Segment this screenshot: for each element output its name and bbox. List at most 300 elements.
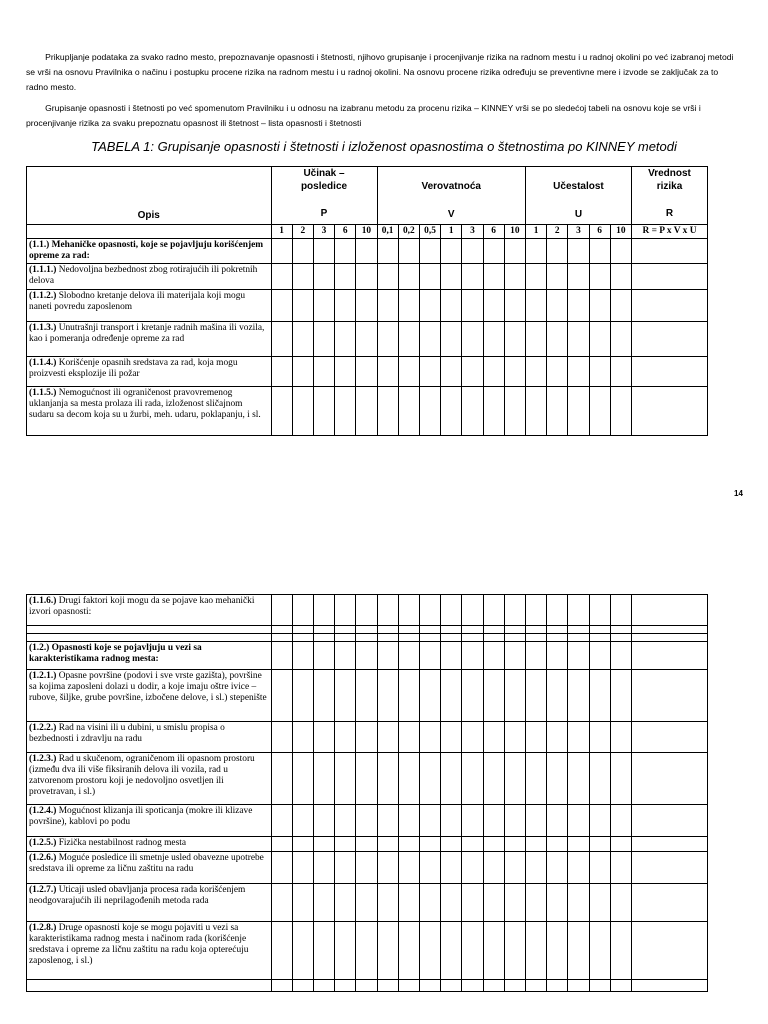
score-cell[interactable] — [547, 357, 568, 387]
score-cell[interactable] — [377, 753, 398, 805]
score-cell[interactable] — [335, 239, 356, 264]
score-cell[interactable] — [568, 634, 589, 642]
score-cell[interactable] — [377, 290, 398, 322]
score-cell[interactable] — [589, 805, 610, 837]
score-cell[interactable] — [462, 642, 483, 670]
score-cell[interactable] — [377, 239, 398, 264]
score-cell[interactable] — [631, 805, 707, 837]
score-cell[interactable] — [483, 626, 504, 634]
score-cell[interactable] — [377, 634, 398, 642]
score-cell[interactable] — [504, 670, 525, 722]
score-cell[interactable] — [271, 852, 292, 884]
score-cell[interactable] — [356, 239, 377, 264]
score-cell[interactable] — [483, 837, 504, 852]
score-cell[interactable] — [271, 322, 292, 357]
score-cell[interactable] — [547, 290, 568, 322]
score-cell[interactable] — [335, 642, 356, 670]
score-cell[interactable] — [335, 634, 356, 642]
score-cell[interactable] — [483, 642, 504, 670]
score-cell[interactable] — [631, 852, 707, 884]
score-cell[interactable] — [525, 387, 546, 436]
score-cell[interactable] — [419, 387, 440, 436]
score-cell[interactable] — [313, 264, 334, 290]
score-cell[interactable] — [419, 722, 440, 753]
score-cell[interactable] — [292, 595, 313, 626]
score-cell[interactable] — [462, 922, 483, 980]
score-cell[interactable] — [419, 670, 440, 722]
score-cell[interactable] — [525, 634, 546, 642]
score-cell[interactable] — [525, 753, 546, 805]
score-cell[interactable] — [313, 239, 334, 264]
score-cell[interactable] — [525, 239, 546, 264]
score-cell[interactable] — [631, 634, 707, 642]
score-cell[interactable] — [441, 753, 462, 805]
score-cell[interactable] — [547, 634, 568, 642]
score-cell[interactable] — [292, 239, 313, 264]
score-cell[interactable] — [271, 642, 292, 670]
score-cell[interactable] — [589, 753, 610, 805]
score-cell[interactable] — [335, 290, 356, 322]
score-cell[interactable] — [525, 642, 546, 670]
score-cell[interactable] — [462, 805, 483, 837]
score-cell[interactable] — [292, 642, 313, 670]
score-cell[interactable] — [631, 837, 707, 852]
score-cell[interactable] — [631, 980, 707, 992]
score-cell[interactable] — [525, 595, 546, 626]
score-cell[interactable] — [589, 642, 610, 670]
score-cell[interactable] — [377, 670, 398, 722]
score-cell[interactable] — [377, 264, 398, 290]
score-cell[interactable] — [377, 642, 398, 670]
score-cell[interactable] — [335, 852, 356, 884]
score-cell[interactable] — [547, 753, 568, 805]
score-cell[interactable] — [335, 837, 356, 852]
score-cell[interactable] — [377, 922, 398, 980]
score-cell[interactable] — [356, 884, 377, 922]
score-cell[interactable] — [398, 753, 419, 805]
score-cell[interactable] — [589, 239, 610, 264]
score-cell[interactable] — [313, 753, 334, 805]
score-cell[interactable] — [631, 753, 707, 805]
score-cell[interactable] — [504, 805, 525, 837]
score-cell[interactable] — [568, 264, 589, 290]
score-cell[interactable] — [292, 264, 313, 290]
score-cell[interactable] — [504, 634, 525, 642]
score-cell[interactable] — [313, 357, 334, 387]
score-cell[interactable] — [441, 852, 462, 884]
score-cell[interactable] — [292, 852, 313, 884]
score-cell[interactable] — [419, 753, 440, 805]
score-cell[interactable] — [398, 387, 419, 436]
score-cell[interactable] — [462, 357, 483, 387]
score-cell[interactable] — [356, 922, 377, 980]
score-cell[interactable] — [441, 357, 462, 387]
score-cell[interactable] — [292, 387, 313, 436]
score-cell[interactable] — [419, 239, 440, 264]
score-cell[interactable] — [525, 264, 546, 290]
score-cell[interactable] — [313, 722, 334, 753]
score-cell[interactable] — [568, 642, 589, 670]
score-cell[interactable] — [631, 642, 707, 670]
score-cell[interactable] — [441, 642, 462, 670]
score-cell[interactable] — [271, 722, 292, 753]
score-cell[interactable] — [568, 322, 589, 357]
score-cell[interactable] — [441, 670, 462, 722]
score-cell[interactable] — [356, 722, 377, 753]
score-cell[interactable] — [462, 264, 483, 290]
score-cell[interactable] — [377, 805, 398, 837]
score-cell[interactable] — [504, 922, 525, 980]
score-cell[interactable] — [610, 670, 631, 722]
score-cell[interactable] — [568, 805, 589, 837]
score-cell[interactable] — [525, 852, 546, 884]
score-cell[interactable] — [525, 805, 546, 837]
score-cell[interactable] — [547, 264, 568, 290]
score-cell[interactable] — [313, 387, 334, 436]
score-cell[interactable] — [419, 980, 440, 992]
score-cell[interactable] — [610, 290, 631, 322]
score-cell[interactable] — [462, 290, 483, 322]
score-cell[interactable] — [419, 634, 440, 642]
score-cell[interactable] — [568, 722, 589, 753]
score-cell[interactable] — [483, 239, 504, 264]
score-cell[interactable] — [441, 290, 462, 322]
score-cell[interactable] — [504, 980, 525, 992]
score-cell[interactable] — [271, 239, 292, 264]
score-cell[interactable] — [441, 837, 462, 852]
score-cell[interactable] — [547, 626, 568, 634]
score-cell[interactable] — [271, 670, 292, 722]
score-cell[interactable] — [568, 852, 589, 884]
score-cell[interactable] — [631, 387, 707, 436]
score-cell[interactable] — [292, 626, 313, 634]
score-cell[interactable] — [610, 922, 631, 980]
score-cell[interactable] — [356, 264, 377, 290]
score-cell[interactable] — [568, 980, 589, 992]
score-cell[interactable] — [547, 239, 568, 264]
score-cell[interactable] — [547, 805, 568, 837]
score-cell[interactable] — [313, 980, 334, 992]
score-cell[interactable] — [504, 322, 525, 357]
score-cell[interactable] — [335, 322, 356, 357]
score-cell[interactable] — [568, 670, 589, 722]
score-cell[interactable] — [356, 322, 377, 357]
score-cell[interactable] — [483, 980, 504, 992]
score-cell[interactable] — [356, 357, 377, 387]
score-cell[interactable] — [441, 387, 462, 436]
score-cell[interactable] — [547, 980, 568, 992]
score-cell[interactable] — [610, 264, 631, 290]
score-cell[interactable] — [483, 922, 504, 980]
score-cell[interactable] — [356, 837, 377, 852]
score-cell[interactable] — [356, 642, 377, 670]
score-cell[interactable] — [398, 805, 419, 837]
score-cell[interactable] — [547, 670, 568, 722]
score-cell[interactable] — [419, 357, 440, 387]
score-cell[interactable] — [335, 387, 356, 436]
score-cell[interactable] — [398, 595, 419, 626]
score-cell[interactable] — [313, 595, 334, 626]
score-cell[interactable] — [398, 357, 419, 387]
score-cell[interactable] — [610, 357, 631, 387]
score-cell[interactable] — [568, 290, 589, 322]
score-cell[interactable] — [610, 722, 631, 753]
score-cell[interactable] — [610, 595, 631, 626]
score-cell[interactable] — [441, 626, 462, 634]
score-cell[interactable] — [525, 290, 546, 322]
score-cell[interactable] — [271, 626, 292, 634]
score-cell[interactable] — [462, 753, 483, 805]
score-cell[interactable] — [335, 357, 356, 387]
score-cell[interactable] — [335, 753, 356, 805]
score-cell[interactable] — [271, 753, 292, 805]
score-cell[interactable] — [631, 922, 707, 980]
score-cell[interactable] — [377, 626, 398, 634]
score-cell[interactable] — [568, 837, 589, 852]
score-cell[interactable] — [419, 642, 440, 670]
score-cell[interactable] — [271, 980, 292, 992]
score-cell[interactable] — [462, 387, 483, 436]
score-cell[interactable] — [441, 264, 462, 290]
score-cell[interactable] — [589, 922, 610, 980]
score-cell[interactable] — [504, 753, 525, 805]
score-cell[interactable] — [610, 884, 631, 922]
score-cell[interactable] — [589, 670, 610, 722]
score-cell[interactable] — [568, 753, 589, 805]
score-cell[interactable] — [610, 387, 631, 436]
score-cell[interactable] — [292, 922, 313, 980]
score-cell[interactable] — [462, 670, 483, 722]
score-cell[interactable] — [419, 290, 440, 322]
score-cell[interactable] — [356, 290, 377, 322]
score-cell[interactable] — [525, 884, 546, 922]
score-cell[interactable] — [631, 670, 707, 722]
score-cell[interactable] — [271, 357, 292, 387]
score-cell[interactable] — [547, 722, 568, 753]
score-cell[interactable] — [335, 626, 356, 634]
score-cell[interactable] — [398, 626, 419, 634]
score-cell[interactable] — [610, 852, 631, 884]
score-cell[interactable] — [335, 980, 356, 992]
score-cell[interactable] — [313, 837, 334, 852]
score-cell[interactable] — [525, 670, 546, 722]
score-cell[interactable] — [504, 722, 525, 753]
score-cell[interactable] — [398, 322, 419, 357]
score-cell[interactable] — [462, 595, 483, 626]
score-cell[interactable] — [631, 322, 707, 357]
score-cell[interactable] — [504, 357, 525, 387]
score-cell[interactable] — [631, 239, 707, 264]
score-cell[interactable] — [631, 626, 707, 634]
score-cell[interactable] — [568, 922, 589, 980]
score-cell[interactable] — [589, 387, 610, 436]
score-cell[interactable] — [271, 264, 292, 290]
score-cell[interactable] — [441, 805, 462, 837]
score-cell[interactable] — [377, 837, 398, 852]
score-cell[interactable] — [568, 357, 589, 387]
score-cell[interactable] — [504, 884, 525, 922]
score-cell[interactable] — [313, 852, 334, 884]
score-cell[interactable] — [483, 595, 504, 626]
score-cell[interactable] — [547, 837, 568, 852]
score-cell[interactable] — [631, 884, 707, 922]
score-cell[interactable] — [589, 722, 610, 753]
score-cell[interactable] — [568, 387, 589, 436]
score-cell[interactable] — [292, 722, 313, 753]
score-cell[interactable] — [335, 595, 356, 626]
score-cell[interactable] — [377, 322, 398, 357]
score-cell[interactable] — [313, 322, 334, 357]
score-cell[interactable] — [610, 634, 631, 642]
score-cell[interactable] — [377, 722, 398, 753]
score-cell[interactable] — [631, 357, 707, 387]
score-cell[interactable] — [292, 837, 313, 852]
score-cell[interactable] — [356, 753, 377, 805]
score-cell[interactable] — [271, 290, 292, 322]
score-cell[interactable] — [462, 239, 483, 264]
score-cell[interactable] — [525, 626, 546, 634]
score-cell[interactable] — [547, 922, 568, 980]
score-cell[interactable] — [589, 290, 610, 322]
score-cell[interactable] — [610, 837, 631, 852]
score-cell[interactable] — [547, 387, 568, 436]
score-cell[interactable] — [419, 805, 440, 837]
score-cell[interactable] — [292, 290, 313, 322]
score-cell[interactable] — [483, 357, 504, 387]
score-cell[interactable] — [292, 805, 313, 837]
score-cell[interactable] — [398, 884, 419, 922]
score-cell[interactable] — [356, 387, 377, 436]
score-cell[interactable] — [504, 239, 525, 264]
score-cell[interactable] — [504, 387, 525, 436]
score-cell[interactable] — [356, 805, 377, 837]
score-cell[interactable] — [419, 922, 440, 980]
score-cell[interactable] — [271, 595, 292, 626]
score-cell[interactable] — [631, 722, 707, 753]
score-cell[interactable] — [419, 837, 440, 852]
score-cell[interactable] — [292, 753, 313, 805]
score-cell[interactable] — [589, 626, 610, 634]
score-cell[interactable] — [610, 239, 631, 264]
score-cell[interactable] — [547, 642, 568, 670]
score-cell[interactable] — [568, 239, 589, 264]
score-cell[interactable] — [335, 722, 356, 753]
score-cell[interactable] — [504, 852, 525, 884]
score-cell[interactable] — [525, 322, 546, 357]
score-cell[interactable] — [441, 239, 462, 264]
score-cell[interactable] — [462, 980, 483, 992]
score-cell[interactable] — [292, 357, 313, 387]
score-cell[interactable] — [483, 852, 504, 884]
score-cell[interactable] — [483, 722, 504, 753]
score-cell[interactable] — [335, 884, 356, 922]
score-cell[interactable] — [483, 634, 504, 642]
score-cell[interactable] — [525, 722, 546, 753]
score-cell[interactable] — [292, 980, 313, 992]
score-cell[interactable] — [441, 980, 462, 992]
score-cell[interactable] — [271, 387, 292, 436]
score-cell[interactable] — [547, 322, 568, 357]
score-cell[interactable] — [419, 626, 440, 634]
score-cell[interactable] — [610, 642, 631, 670]
score-cell[interactable] — [462, 837, 483, 852]
score-cell[interactable] — [419, 852, 440, 884]
score-cell[interactable] — [313, 884, 334, 922]
score-cell[interactable] — [398, 642, 419, 670]
score-cell[interactable] — [589, 264, 610, 290]
score-cell[interactable] — [568, 884, 589, 922]
score-cell[interactable] — [292, 670, 313, 722]
score-cell[interactable] — [356, 626, 377, 634]
score-cell[interactable] — [398, 290, 419, 322]
score-cell[interactable] — [335, 670, 356, 722]
score-cell[interactable] — [525, 837, 546, 852]
score-cell[interactable] — [313, 290, 334, 322]
score-cell[interactable] — [356, 670, 377, 722]
score-cell[interactable] — [631, 595, 707, 626]
score-cell[interactable] — [462, 322, 483, 357]
score-cell[interactable] — [631, 290, 707, 322]
score-cell[interactable] — [419, 595, 440, 626]
score-cell[interactable] — [483, 805, 504, 837]
score-cell[interactable] — [377, 387, 398, 436]
score-cell[interactable] — [589, 852, 610, 884]
score-cell[interactable] — [525, 980, 546, 992]
score-cell[interactable] — [398, 239, 419, 264]
score-cell[interactable] — [483, 264, 504, 290]
score-cell[interactable] — [589, 634, 610, 642]
score-cell[interactable] — [483, 290, 504, 322]
score-cell[interactable] — [547, 595, 568, 626]
score-cell[interactable] — [504, 837, 525, 852]
score-cell[interactable] — [313, 805, 334, 837]
score-cell[interactable] — [589, 357, 610, 387]
score-cell[interactable] — [547, 852, 568, 884]
score-cell[interactable] — [377, 595, 398, 626]
score-cell[interactable] — [335, 805, 356, 837]
score-cell[interactable] — [462, 722, 483, 753]
score-cell[interactable] — [398, 852, 419, 884]
score-cell[interactable] — [483, 670, 504, 722]
score-cell[interactable] — [568, 595, 589, 626]
score-cell[interactable] — [271, 884, 292, 922]
score-cell[interactable] — [335, 922, 356, 980]
score-cell[interactable] — [271, 837, 292, 852]
score-cell[interactable] — [441, 634, 462, 642]
score-cell[interactable] — [313, 642, 334, 670]
score-cell[interactable] — [271, 634, 292, 642]
score-cell[interactable] — [483, 387, 504, 436]
score-cell[interactable] — [292, 322, 313, 357]
score-cell[interactable] — [356, 595, 377, 626]
score-cell[interactable] — [504, 290, 525, 322]
score-cell[interactable] — [419, 322, 440, 357]
score-cell[interactable] — [419, 264, 440, 290]
score-cell[interactable] — [313, 670, 334, 722]
score-cell[interactable] — [398, 670, 419, 722]
score-cell[interactable] — [525, 357, 546, 387]
score-cell[interactable] — [610, 626, 631, 634]
score-cell[interactable] — [568, 626, 589, 634]
score-cell[interactable] — [313, 922, 334, 980]
score-cell[interactable] — [441, 322, 462, 357]
score-cell[interactable] — [610, 980, 631, 992]
score-cell[interactable] — [589, 322, 610, 357]
score-cell[interactable] — [589, 980, 610, 992]
score-cell[interactable] — [483, 322, 504, 357]
score-cell[interactable] — [462, 852, 483, 884]
score-cell[interactable] — [525, 922, 546, 980]
